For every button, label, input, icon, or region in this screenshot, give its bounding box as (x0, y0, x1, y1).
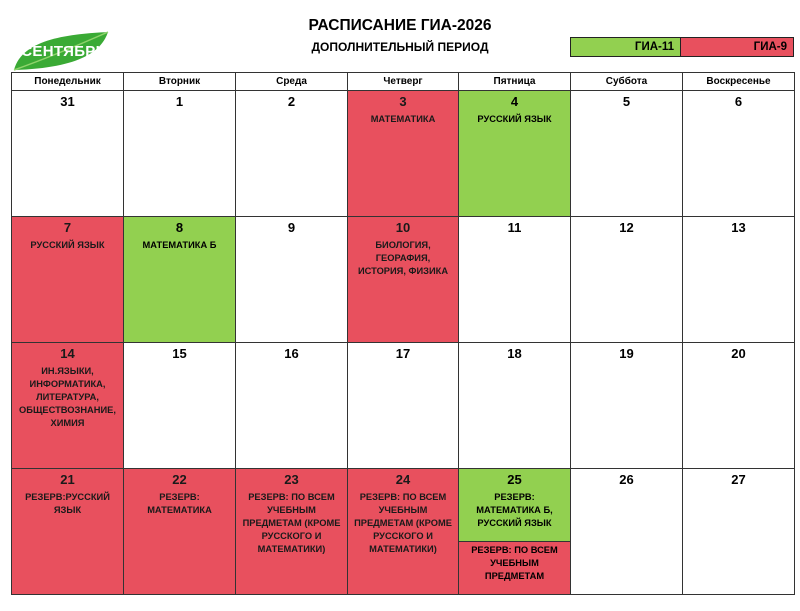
day-number: 16 (284, 346, 299, 361)
weekday-tuesday: Вторник (124, 73, 236, 91)
day-cell (683, 469, 795, 595)
day-cell (683, 217, 795, 343)
day-number: 26 (619, 472, 634, 487)
day-number: 9 (287, 220, 296, 235)
day-number: 20 (731, 346, 746, 361)
day-number: 10 (395, 220, 411, 235)
exam-subject: РЕЗЕРВ: ПО ВСЕМ УЧЕБНЫМ ПРЕДМЕТАМ (471, 545, 558, 581)
day-cell (348, 343, 459, 469)
weekday-saturday: Суббота (571, 73, 683, 91)
day-cell (236, 343, 348, 469)
day-cell (124, 343, 236, 469)
day-number: 25 (507, 472, 522, 487)
day-number: 15 (172, 346, 187, 361)
gia9-section (459, 542, 570, 594)
day-number: 14 (60, 346, 75, 361)
day-number: 4 (510, 94, 519, 109)
exam-subject: РУССКИЙ ЯЗЫК (477, 114, 552, 124)
exam-subject: ИН.ЯЗЫКИ, ИНФОРМАТИКА, ЛИТЕРАТУРА, ОБЩЕСТВОЗНАНИЕ, ХИМИЯ (19, 366, 116, 428)
weekday-friday: Пятница (459, 73, 571, 91)
day-number: 11 (507, 220, 522, 235)
day-number: 23 (284, 472, 299, 487)
day-cell (459, 217, 571, 343)
day-cell-gia9 (348, 91, 459, 217)
day-cell (124, 91, 236, 217)
week-row (12, 343, 795, 469)
day-cell-gia9 (124, 469, 236, 595)
page-title: РАСПИСАНИЕ ГИА-2026 (308, 17, 492, 34)
day-number: 6 (734, 94, 743, 109)
day-number: 5 (622, 94, 631, 109)
logo-text: СЕНТЯБРЬ (21, 43, 107, 60)
weekday-monday: Понедельник (12, 73, 124, 91)
exam-subject: БИОЛОГИЯ, ГЕОРАФИЯ, ИСТОРИЯ, ФИЗИКА (357, 240, 449, 276)
day-cell (236, 91, 348, 217)
day-cell (571, 469, 683, 595)
day-number: 21 (60, 472, 75, 487)
exam-subject: РЕЗЕРВ:РУССКИЙ ЯЗЫК (25, 492, 110, 515)
weekday-header-row (12, 73, 795, 91)
day-number: 18 (507, 346, 522, 361)
day-cell (571, 91, 683, 217)
day-number: 12 (619, 220, 634, 235)
legend-gia9: ГИА-9 (681, 38, 793, 56)
exam-subject: РЕЗЕРВ: ПО ВСЕМ УЧЕБНЫМ ПРЕДМЕТАМ (КРОМЕ РУССКОГО И МАТЕМАТИКИ) (354, 492, 452, 554)
day-number: 13 (731, 220, 746, 235)
day-number: 1 (175, 94, 184, 109)
week-row (12, 469, 795, 595)
day-cell-split (459, 469, 571, 595)
day-cell-gia9 (12, 343, 124, 469)
day-number: 3 (399, 94, 407, 109)
day-number: 19 (619, 346, 634, 361)
weekday-sunday: Воскресенье (683, 73, 795, 91)
calendar-grid (11, 72, 795, 595)
exam-subject: РЕЗЕРВ: МАТЕМАТИКА (147, 492, 212, 515)
weekday-thursday: Четверг (348, 73, 459, 91)
exam-subject: РЕЗЕРВ: ПО ВСЕМ УЧЕБНЫМ ПРЕДМЕТАМ (КРОМЕ РУССКОГО И МАТЕМАТИКИ) (242, 492, 341, 554)
month-logo (12, 30, 110, 74)
day-number: 27 (731, 472, 746, 487)
gia11-section (459, 469, 570, 542)
day-number: 7 (63, 220, 72, 235)
exam-subject: РУССКИЙ ЯЗЫК (30, 240, 105, 250)
page-subtitle: ДОПОЛНИТЕЛЬНЫЙ ПЕРИОД (311, 40, 489, 54)
day-number: 24 (395, 472, 411, 487)
day-cell-gia9 (348, 469, 459, 595)
week-row (12, 91, 795, 217)
day-number: 31 (60, 94, 75, 109)
week-row (12, 217, 795, 343)
day-cell-gia9 (12, 217, 124, 343)
exam-subject: МАТЕМАТИКА Б (142, 240, 217, 250)
exam-subject: МАТЕМАТИКА (370, 114, 436, 124)
day-number: 22 (172, 472, 187, 487)
day-number: 17 (395, 346, 411, 361)
day-cell (571, 217, 683, 343)
day-number: 8 (175, 220, 184, 235)
day-cell-gia9 (12, 469, 124, 595)
legend-gia11: ГИА-11 (571, 38, 681, 56)
day-cell (683, 91, 795, 217)
weekday-wednesday: Среда (236, 73, 348, 91)
day-cell-gia9 (236, 469, 348, 595)
day-cell (12, 91, 124, 217)
day-cell (683, 343, 795, 469)
legend (570, 37, 794, 57)
exam-subject: РЕЗЕРВ: МАТЕМАТИКА Б, РУССКИЙ ЯЗЫК (476, 492, 553, 528)
day-cell (236, 217, 348, 343)
day-cell-gia9 (348, 217, 459, 343)
day-cell (571, 343, 683, 469)
day-number: 2 (287, 94, 296, 109)
day-cell-gia11 (459, 91, 571, 217)
day-cell-gia11 (124, 217, 236, 343)
day-cell (459, 343, 571, 469)
